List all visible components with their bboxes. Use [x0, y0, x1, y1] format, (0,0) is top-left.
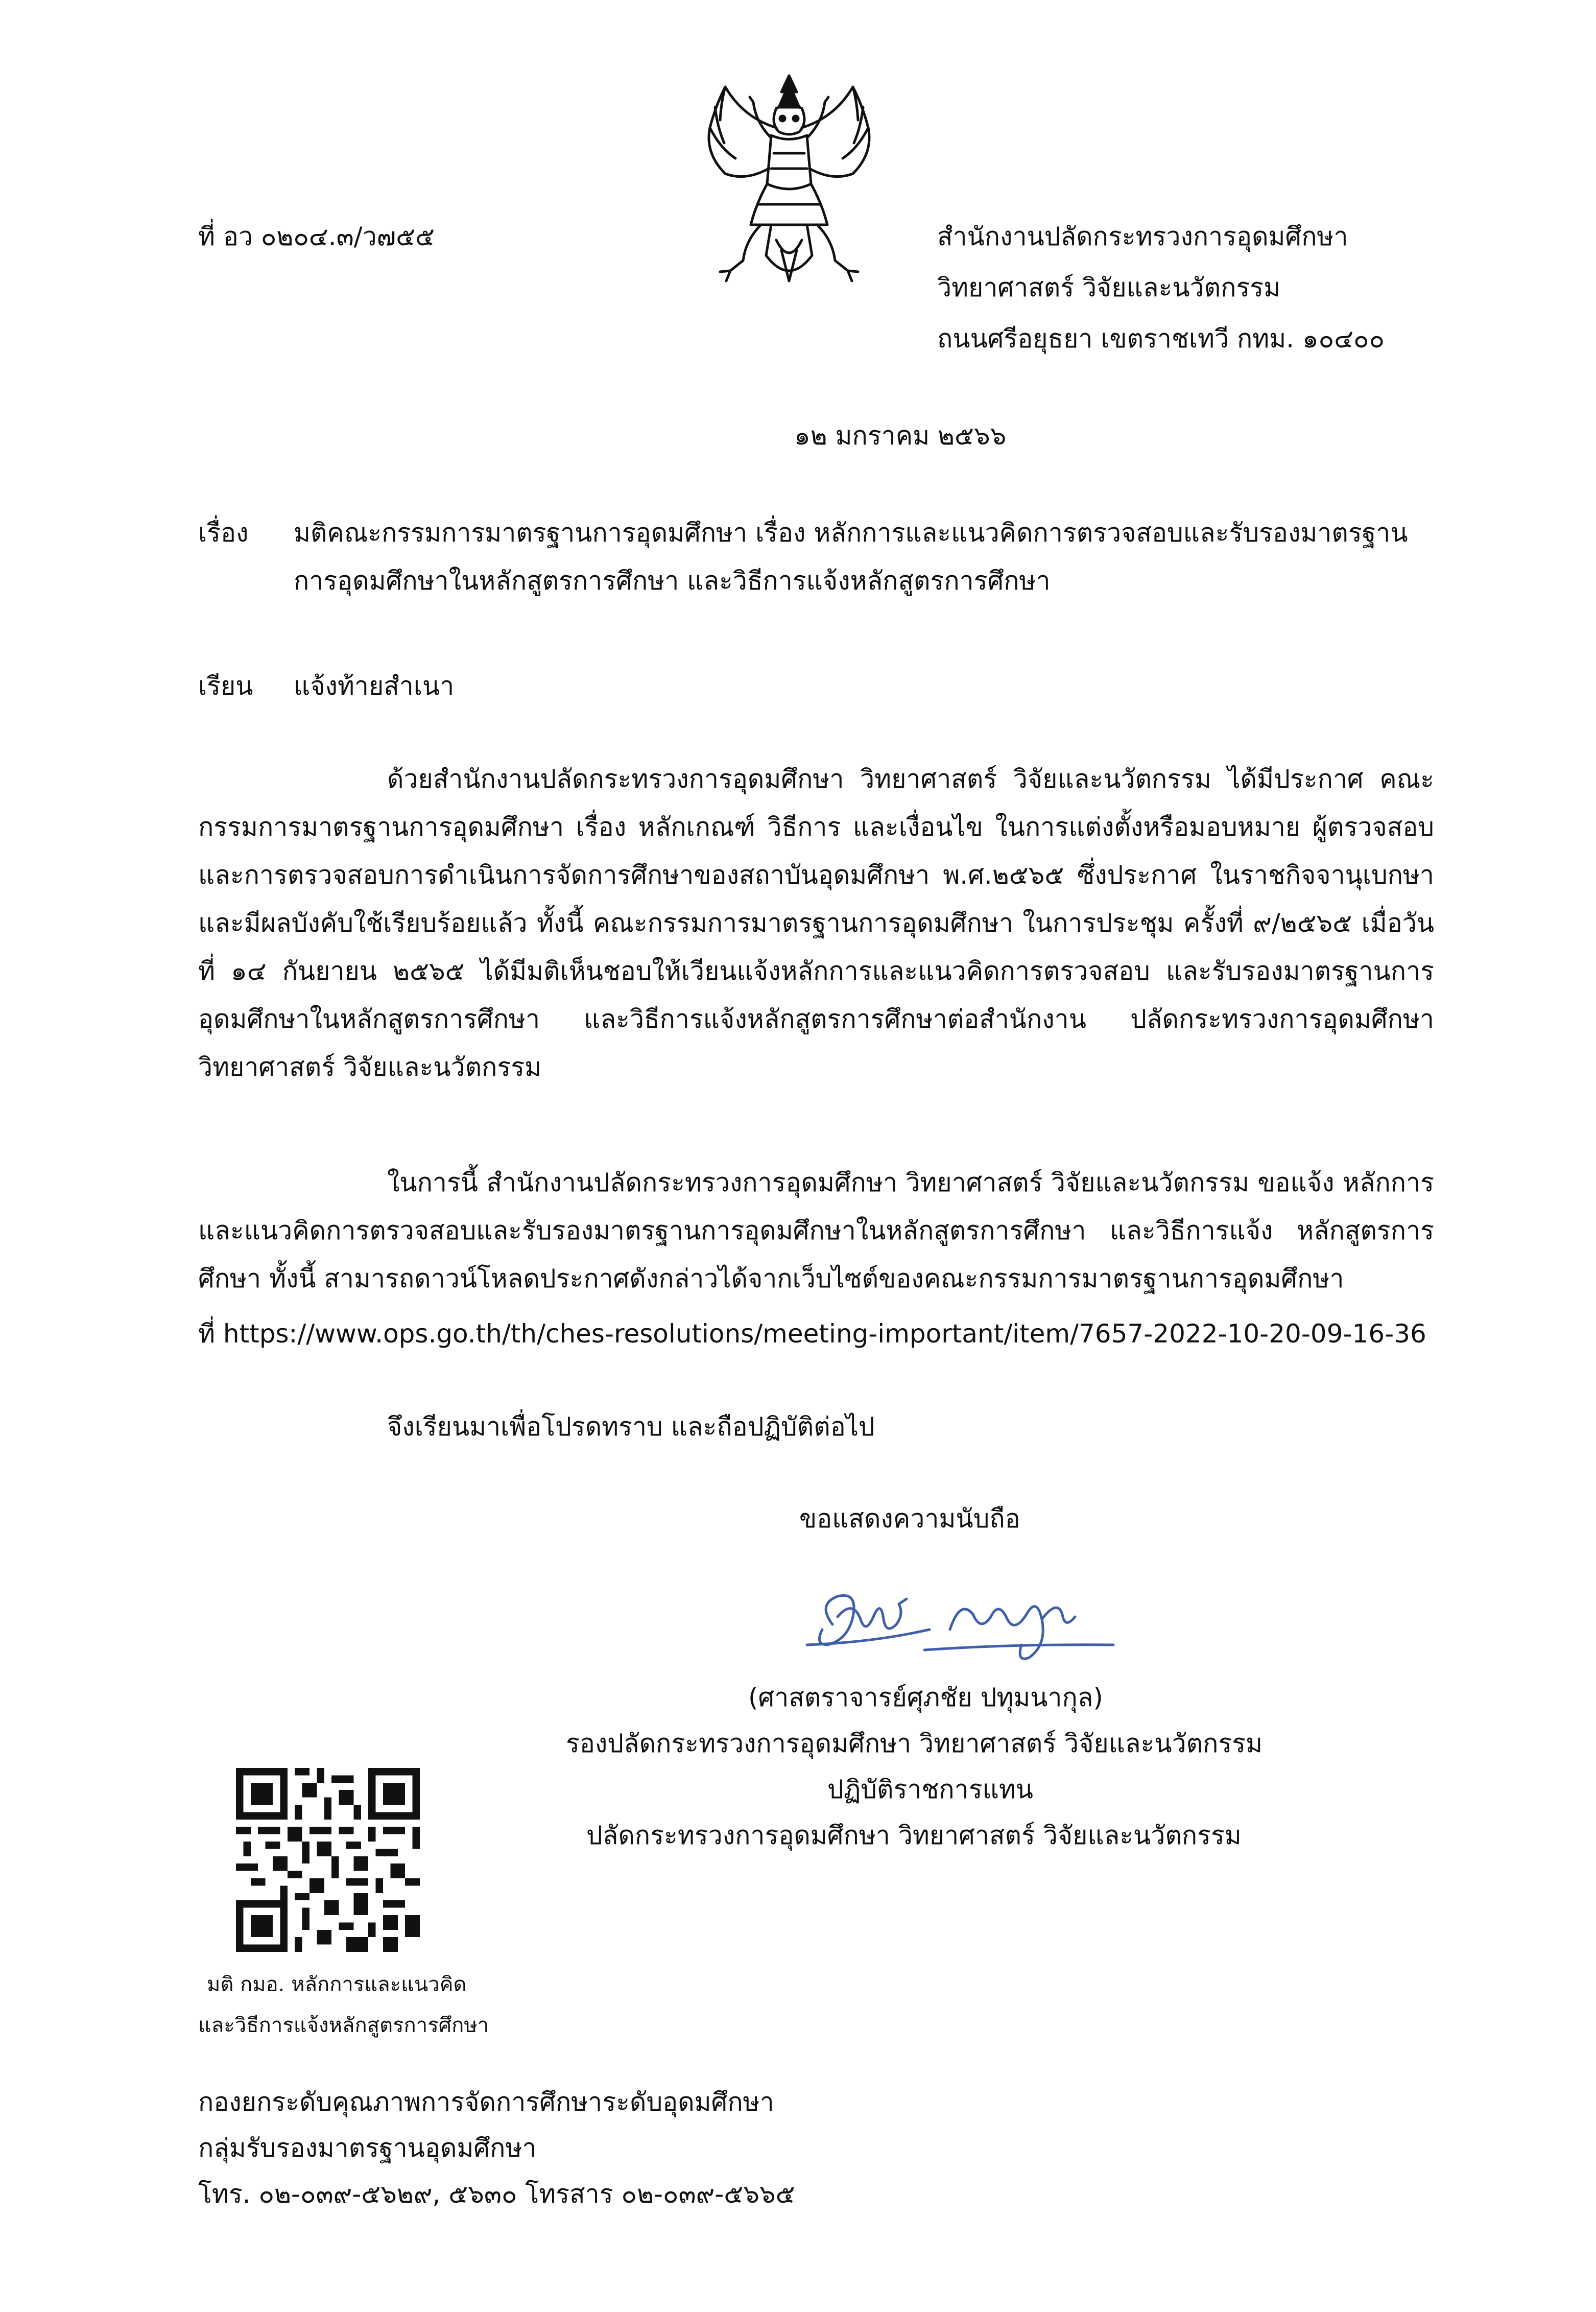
footer-group: กลุ่มรับรองมาตรฐานอุดมศึกษา	[198, 2133, 537, 2163]
subject-line-1: มติคณะกรรมการมาตรฐานการอุดมศึกษา เรื่อง หลักการและแนวคิดการตรวจสอบและรับรองมาตรฐาน	[294, 518, 1408, 548]
signatory-position-2: ปฏิบัติราชการแทน	[827, 1775, 1033, 1804]
announcement-url[interactable]: https://www.ops.go.th/th/ches-resolutions/meeting-important/item/7657-2022-10-20-09-16-36	[223, 1319, 1426, 1349]
signatory-position-1: รองปลัดกระทรวงการอุดมศึกษา วิทยาศาสตร์ วิจัยและนวัตกรรม	[566, 1729, 1263, 1758]
reference-number: ที่ อว ๐๒๐๔.๓/ว๗๕๕	[198, 222, 435, 251]
body-paragraph-2	[198, 1159, 1434, 1303]
salutation-label: เรียน	[198, 671, 253, 701]
garuda-emblem-icon	[695, 72, 884, 296]
subject-label: เรื่อง	[198, 518, 249, 548]
signatory-name: (ศาสตราจารย์ศุภชัย ปทุมนากุล)	[748, 1683, 1103, 1712]
sender-address-line-2: วิทยาศาสตร์ วิจัยและนวัตกรรม	[937, 273, 1281, 302]
qr-caption-line-2: และวิธีการแจ้งหลักสูตรการศึกษา	[198, 2014, 489, 2037]
sender-address-line-1: สำนักงานปลัดกระทรวงการอุดมศึกษา	[937, 222, 1348, 251]
url-prefix: ที่	[198, 1319, 223, 1349]
body-paragraph-1: ด้วยสำนักงานปลัดกระทรวงการอุดมศึกษา วิทยาศาสตร์ วิจัยและนวัตกรรม ได้มีประกาศ คณะกรรมการมาตรฐานการอุดมศึกษา เรื่อง หลักเกณฑ์ วิธีการ และเงื่อนไข ในการแต่งตั้งหรือมอบหมาย ผู้ตรวจสอบและการตรวจสอบการดำเนินการจัดการศึกษาของสถาบันอุดมศึกษา พ.ศ.๒๕๖๕ ซึ่งประกาศ ในราชกิจจานุเบกษาและมีผลบังคับใช้เรียบร้อยแล้ว ทั้งนี้ คณะกรรมการมาตรฐานการอุดมศึกษา ในการประชุม ครั้งที่ ๙/๒๕๖๕ เมื่อวันที่ ๑๔ กันยายน ๒๕๖๕ ได้มีมติเห็นชอบให้เวียนแจ้งหลักการและแนวคิดการตรวจสอบ และรับรองมาตรฐานการอุดมศึกษาในหลักสูตรการศึกษา และวิธีการแจ้งหลักสูตรการศึกษาต่อสำนักงาน ปลัดกระทรวงการอุดมศึกษา วิทยาศาสตร์ วิจัยและนวัตกรรม	[198, 764, 1434, 1082]
footer-division: กองยกระดับคุณภาพการจัดการศึกษาระดับอุดมศึกษา	[198, 2087, 774, 2117]
handwritten-signature	[797, 1568, 1134, 1665]
closing-phrase: ขอแสดงความนับถือ	[799, 1504, 1020, 1534]
document-date: ๑๒ มกราคม ๒๕๖๖	[794, 421, 1007, 451]
body-paragraph-2-text: ในการนี้ สำนักงานปลัดกระทรวงการอุดมศึกษา วิทยาศาสตร์ วิจัยและนวัตกรรม ขอแจ้ง หลักการและแนวคิดการตรวจสอบและรับรองมาตรฐานการอุดมศึกษาในหลักสูตรการศึกษา และวิธีการแจ้ง หลักสูตรการศึกษา ทั้งนี้ สามารถดาวน์โหลดประกาศดังกล่าวได้จากเว็บไซต์ของคณะกรรมการมาตรฐานการอุดมศึกษา	[198, 1168, 1434, 1293]
subject-line-2: การอุดมศึกษาในหลักสูตรการศึกษา และวิธีการแจ้งหลักสูตรการศึกษา	[294, 566, 1051, 596]
footer-contact: โทร. ๐๒-๐๓๙-๕๖๒๙, ๕๖๓๐ โทรสาร ๐๒-๐๓๙-๕๖๖๕	[198, 2179, 795, 2209]
closing-sentence: จึงเรียนมาเพื่อโปรดทราบ และถือปฏิบัติต่อไป	[387, 1412, 875, 1442]
sender-address-line-3: ถนนศรีอยุธยา เขตราชเทวี กทม. ๑๐๔๐๐	[937, 324, 1385, 353]
website-line	[198, 1321, 1426, 1347]
salutation-value: แจ้งท้ายสำเนา	[294, 671, 455, 701]
qr-code[interactable]	[236, 1767, 420, 1952]
signatory-position-3: ปลัดกระทรวงการอุดมศึกษา วิทยาศาสตร์ วิจัยและนวัตกรรม	[586, 1821, 1242, 1850]
qr-caption-line-1: มติ กมอ. หลักการและแนวคิด	[207, 1973, 467, 1996]
